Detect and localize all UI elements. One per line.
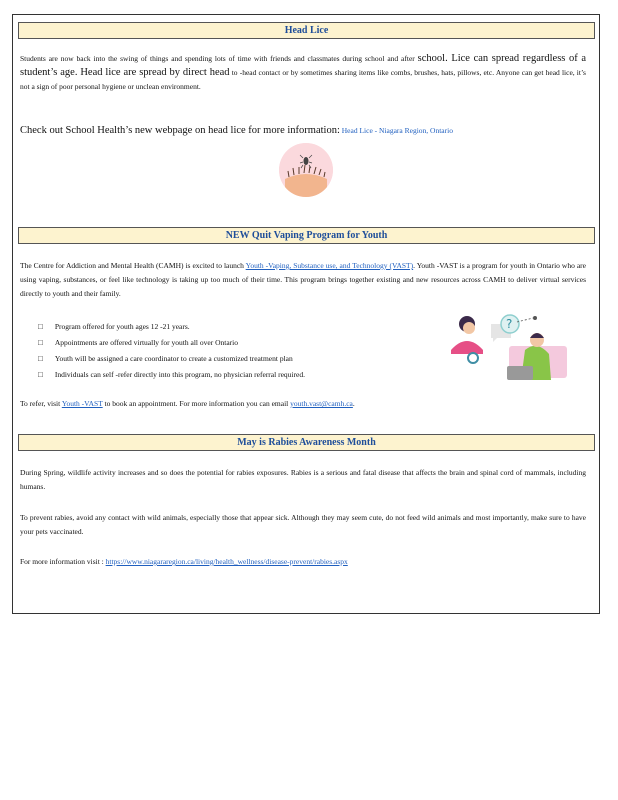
referral-text-a: To refer, visit xyxy=(20,399,61,408)
vaping-program-title: NEW Quit Vaping Program for Youth xyxy=(18,227,595,244)
vaping-text-start: The Centre for Addiction and Mental Health (CAMH) is excited to launch xyxy=(20,261,244,270)
head-lice-paragraph xyxy=(20,52,586,94)
vaping-text-end: . Youth -VAST is a program for youth in Ontario who are using vaping, substances, or feel like technology is taking up too much of their time. This program brings together existing and new resources across CAMH to deliver virtual services directly to youth and their family. xyxy=(20,261,586,298)
head-lice-text-4: sharing items like combs, brushes, hats, pillows, etc. Anyone can get head lice, it’s not a sign of poor personal hygiene or unclean environment. xyxy=(20,68,586,91)
rabies-info-line xyxy=(20,555,586,569)
referral-text-b: to book an appointment. For more information you can email xyxy=(104,399,289,408)
rabies-webpage-link[interactable]: https://www.niagararegion.ca/living/health_wellness/disease-prevent/rabies.aspx xyxy=(105,557,348,566)
head-lice-title: Head Lice xyxy=(18,22,595,39)
referral-text-c: . xyxy=(352,399,355,408)
bullet-item: □ Appointments are offered virtually for youth all over Ontario xyxy=(38,335,428,351)
youth-people-illustration-icon xyxy=(447,310,573,388)
vaping-paragraph xyxy=(20,259,586,301)
rabies-awareness-title: May is Rabies Awareness Month xyxy=(18,434,595,451)
head-lice-info-line xyxy=(20,124,586,138)
youth-vast-email-link[interactable]: youth.vast@camh.ca xyxy=(290,399,353,408)
head-lice-webpage-link[interactable]: Head Lice - Niagara Region, Ontario xyxy=(341,126,453,135)
head-lice-text-1: Students are now back into the swing of things and spending lots of time with friends and classmates during school and after xyxy=(20,54,415,63)
head-lice-text-3: to -head contact or by sometimes xyxy=(229,68,333,77)
bullet-item: □ Youth will be assigned a care coordinator to create a customized treatment plan xyxy=(38,351,428,367)
svg-text:?: ? xyxy=(506,317,513,331)
vaping-referral-line xyxy=(20,397,586,411)
bullet-item: □ Program offered for youth ages 12 -21 years. xyxy=(38,319,428,335)
vaping-bullet-list xyxy=(38,319,428,383)
rabies-info-text: For more information visit : xyxy=(20,557,104,566)
youth-vast-booking-link[interactable]: Youth -VAST xyxy=(61,399,103,408)
head-lice-illustration-icon xyxy=(279,143,333,197)
youth-vast-program-link[interactable]: Youth -Vaping, Substance use, and Technology (VAST) xyxy=(245,261,414,270)
head-lice-info-text: Check out School Health’s new webpage on head lice for more information: xyxy=(20,125,340,136)
head-lice-text-2: school. Lice can spread regardless of a student’s age. Head lice are spread by direct head xyxy=(20,53,587,78)
rabies-paragraph-1: During Spring, wildlife activity increases and so does the potential for rabies exposures. Rabies is a serious and fatal disease that affects the brain and spinal cord of mammals, including humans. xyxy=(20,468,586,491)
bullet-item: □ Individuals can self -refer directly into this program, no physician referral required. xyxy=(38,367,428,383)
rabies-paragraph-2: To prevent rabies, avoid any contact with wild animals, especially those that appear sick. Although they may seem cute, do not feed wild animals and most importantly, make sure to have your pets vaccinated. xyxy=(20,513,586,536)
